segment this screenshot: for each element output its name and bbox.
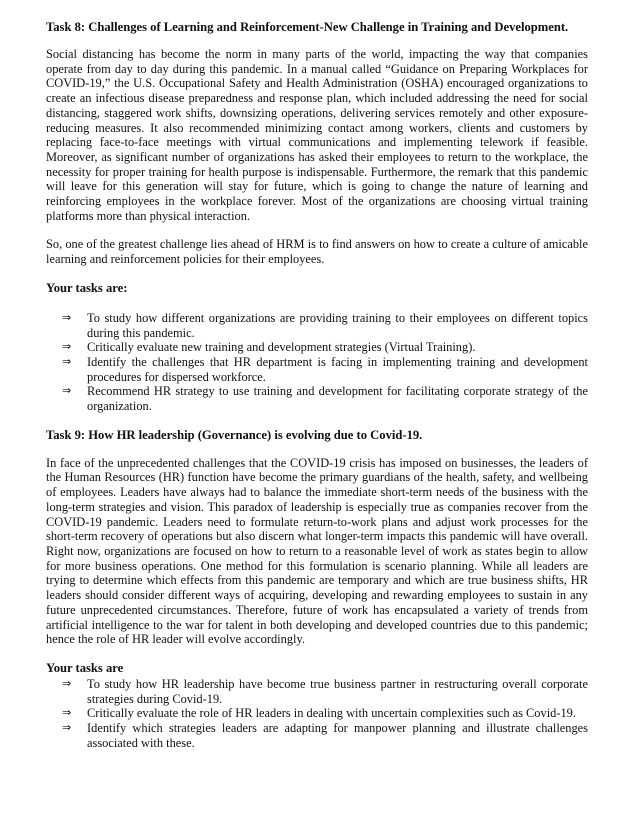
double-arrow-icon: ⇒ xyxy=(62,310,72,324)
list-item-text: Critically evaluate the role of HR leaders in dealing with uncertain complexities such as Covid-19. xyxy=(87,706,576,721)
list-item-text: Recommend HR strategy to use training and development for facilitating corporate strategy of the organization. xyxy=(87,384,588,414)
list-item xyxy=(62,706,588,721)
list-item-text: Identify the challenges that HR department is facing in implementing training and development procedures for dispersed workforce. xyxy=(87,354,588,384)
task8-paragraph-1: Social distancing has become the norm in many parts of the world, impacting the way that companies operate from day to day during this pandemic. In a manual called “Guidance on Preparing Workplaces for COVID-19,” the U.S. Occupational Safety and Health Administration (OSHA) encouraged organizations to create an infectious disease preparedness and response plan, which included addressing the need for social distancing, staggered work shifts, downsizing operations, delivering services remotely and other exposure-reducing measures. It also recommended minimizing contact among workers, clients and customers by replacing face-to-face meetings with virtual communications and implementing telework if feasible. Moreover, as significant number of organizations has asked their employees to return to the workplace, the necessity for proper training for health purpose is indispensable. Furthermore, the remark that this pandemic will leave for this generation will stay for future, which is going to change the nature of learning and reinforcing employees in the workplace forever. Most of the organizations are choosing virtual training platforms more than physical interaction. xyxy=(46,47,588,223)
list-item-text: To study how HR leadership have become true business partner in restructuring overall corporate strategies during Covid-19. xyxy=(87,676,588,706)
double-arrow-icon: ⇒ xyxy=(62,354,72,368)
double-arrow-icon: ⇒ xyxy=(62,721,72,735)
document-page xyxy=(46,12,588,750)
task8-paragraph-2: So, one of the greatest challenge lies ahead of HRM is to find answers on how to create a culture of amicable learning and reinforcement policies for their employees. xyxy=(46,237,588,267)
task9-tasks-heading: Your tasks are xyxy=(46,660,124,675)
task9-heading: Task 9: How HR leadership (Governance) is evolving due to Covid-19. xyxy=(46,427,423,442)
task8-tasks-heading: Your tasks are: xyxy=(46,280,128,295)
double-arrow-icon: ⇒ xyxy=(62,340,72,354)
double-arrow-icon: ⇒ xyxy=(62,384,72,398)
task9-task-list xyxy=(46,677,588,751)
task8-heading: Task 8: Challenges of Learning and Reinforcement-New Challenge in Training and Development. xyxy=(46,20,569,34)
task9-paragraph-1: In face of the unprecedented challenges that the COVID-19 crisis has imposed on businesses, the leaders of the Human Resources (HR) function have become the primary guardians of the health, safety, and wellbeing of employees. Leaders have always had to balance the immediate short-term needs of the business with the long-term strategies and vision. This paradox of leadership is especially true as companies recover from the COVID-19 pandemic. Leaders need to formulate return-to-work plans and adjust work processes for the short-term recovery of operations but also discern what longer-term impacts this pandemic will have overall. Right now, organizations are focused on how to return to a reasonable level of work as states begin to allow for more business operations. One method for this formulation is scenario planning. While all leaders are trying to determine which effects from this pandemic are temporary and which are true business shifts, HR leaders should consider different ways of acquiring, developing and rewarding employees to sustain in any future unprecedented circumstances. Therefore, future of work has encapsulated a variety of trends from artificial intelligence to the war for talent in both developing and developed countries due to this pandemic; hence the role of HR leader will evolve accordingly. xyxy=(46,455,588,647)
list-item-text: To study how different organizations are providing training to their employees on different topics during this pandemic. xyxy=(87,310,588,340)
list-item xyxy=(62,340,588,355)
list-item-text: Identify which strategies leaders are adapting for manpower planning and illustrate challenges associated with these. xyxy=(87,721,588,750)
task8-task-list xyxy=(46,311,588,414)
list-item xyxy=(62,677,588,706)
double-arrow-icon: ⇒ xyxy=(62,706,72,720)
list-item-text: Critically evaluate new training and development strategies (Virtual Training). xyxy=(87,340,476,355)
list-item xyxy=(62,721,588,750)
list-item xyxy=(62,384,588,413)
list-item xyxy=(62,311,588,340)
list-item xyxy=(62,355,588,384)
double-arrow-icon: ⇒ xyxy=(62,676,72,690)
